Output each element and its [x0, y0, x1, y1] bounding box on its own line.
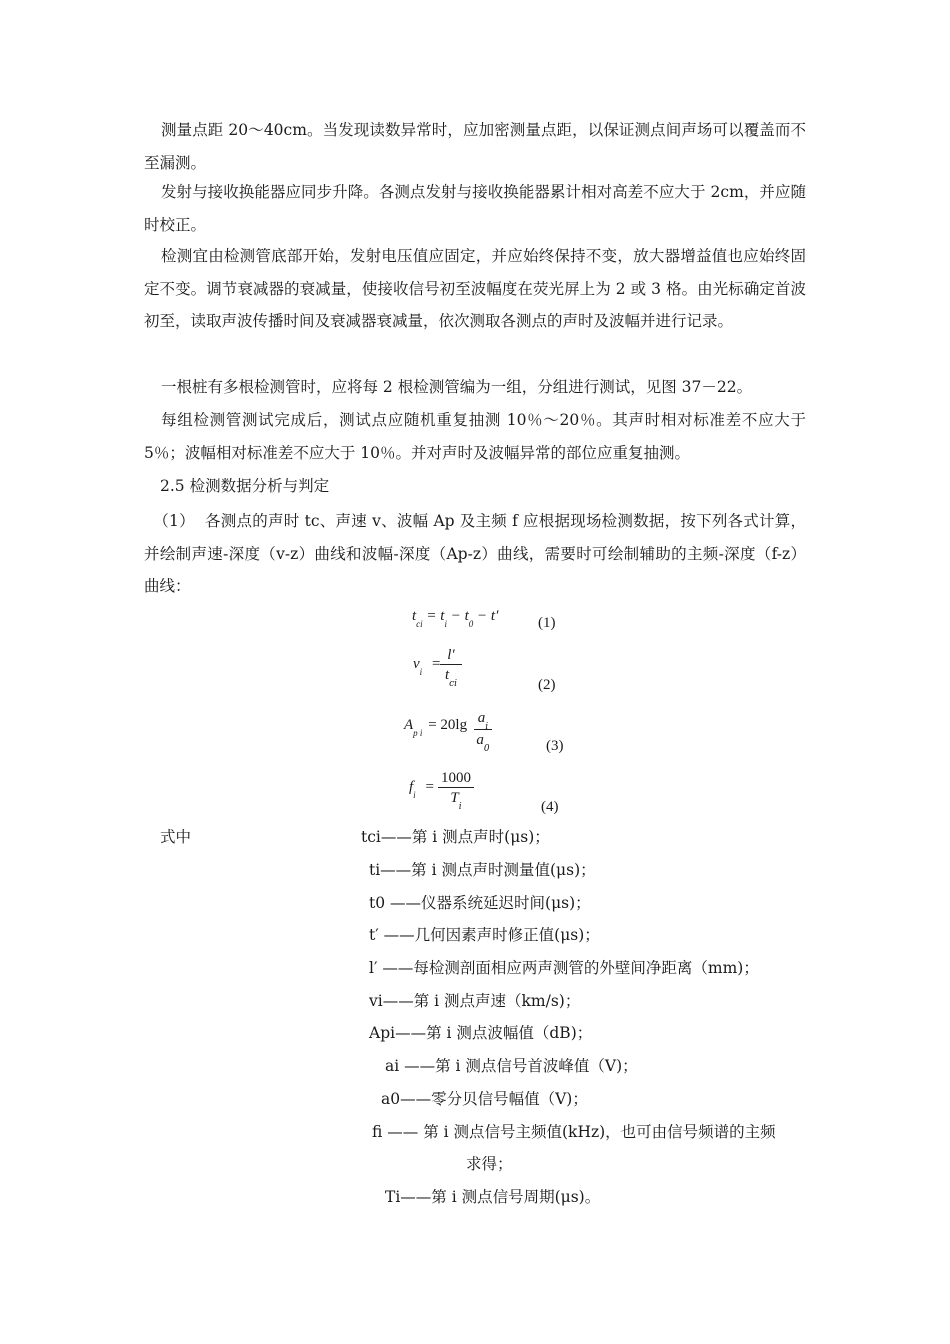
equation-1 [412, 608, 499, 629]
item-1-text: 各测点的声时 tc、声速 v、波幅 Ap 及主频 f 应根据现场检测数据，按下列各式计算，并绘制声速-深度（v-z）曲线和波幅-深度（Ap-z）曲线，需要时可绘制辅助的主频-深度（f-z）曲线： [144, 512, 806, 595]
equation-2-number: (2) [538, 677, 556, 693]
paragraph-repeat-measurement: 每组检测管测试完成后，测试点应随机重复抽测 10％～20％。其声时相对标准差不应大于 5％；波幅相对标准差不应大于 10％。并对声时及波幅异常的部位应重复抽测。 [144, 411, 806, 462]
eq3-denominator-sub: 0 [483, 744, 490, 754]
eq1-minus: − t [446, 608, 469, 624]
definition-api: Api——第 i 测点波幅值（dB)； [369, 1024, 593, 1042]
where-label: 式中 [160, 828, 192, 846]
definition-l-prime: l′ ——每检测剖面相应两声测管的外壁间净距离（mm)； [369, 959, 759, 977]
definition-t-prime: t′ ——几何因素声时修正值(μs)； [369, 926, 600, 944]
eq2-denominator: t [444, 667, 450, 683]
eq1-rhs-sub1: i [444, 619, 447, 629]
eq1-lhs-sub: ci [416, 619, 423, 629]
paragraph-transducer-sync: 发射与接收换能器应同步升降。各测点发射与接收换能器累计相对高差不应大于 2cm，并应随时校正。 [144, 183, 806, 234]
equation-4 [409, 779, 434, 800]
eq2-lhs-sub: i [419, 667, 423, 677]
paragraph-detection-procedure: 检测宜由检测管底部开始，发射电压值应固定，并应始终保持不变，放大器增益值也应始终固定不变。调节衰减器的衰减量，使接收信号初至波幅度在荧光屏上为 2 或 3 格。由光标确定首波初至，读取声波传播时间及衰减器衰减量，依次测取各测点的声时及波幅并进行记录。 [144, 247, 806, 330]
equation-3-fraction [474, 708, 492, 754]
item-1-marker: （1） [153, 512, 195, 530]
equation-2 [413, 656, 441, 677]
eq2-equals: = [431, 656, 441, 672]
eq3-lhs: A [404, 717, 414, 733]
paragraph-measure-spacing: 测量点距 20～40cm。当发现读数异常时，应加密测量点距，以保证测点间声场可以覆盖而不至漏测。 [144, 121, 806, 172]
equation-3 [404, 717, 468, 738]
eq4-lhs-sub: i [413, 790, 416, 800]
paragraph-multiple-tubes: 一根桩有多根检测管时，应将每 2 根检测管编为一组，分组进行测试，见图 37－22。 [161, 378, 753, 396]
eq2-numerator: l′ [447, 647, 455, 663]
eq1-rhs-sub2: 0 [468, 619, 474, 629]
eq1-lhs: t [412, 608, 417, 624]
item-1-paragraph [144, 505, 806, 603]
eq1-tail: − t′ [473, 608, 499, 624]
eq2-lhs: v [413, 656, 420, 672]
eq3-numerator: a [477, 710, 486, 726]
eq1-rhs: = t [426, 608, 445, 624]
equation-2-fraction [440, 646, 462, 689]
eq4-denominator-sub: i [458, 802, 462, 812]
definition-ti-period: Ti——第 i 测点信号周期(μs)。 [385, 1188, 601, 1206]
definition-a0: a0——零分贝信号幅值（V)； [381, 1090, 588, 1108]
definition-tci: tci——第 i 测点声时(μs)； [361, 828, 550, 846]
definition-fi: fi —— 第 i 测点信号主频值(kHz)，也可由信号频谱的主频 [372, 1123, 776, 1141]
eq3-denominator: a [476, 732, 484, 748]
equation-1-number: (1) [538, 615, 556, 631]
eq4-denominator: T [450, 790, 459, 806]
eq4-numerator: 1000 [441, 770, 471, 786]
eq3-lhs-sub: p i [413, 728, 423, 738]
definition-ai: ai ——第 i 测点信号首波峰值（V)； [385, 1057, 638, 1075]
equation-3-number: (3) [546, 738, 564, 754]
eq3-equals: = 20lg [428, 717, 468, 733]
eq4-equals: = [425, 779, 434, 795]
equation-4-fraction [438, 769, 474, 812]
definition-t0: t0 ——仪器系统延迟时间(μs)； [369, 894, 591, 912]
definition-fi-continued: 求得； [466, 1155, 513, 1173]
eq3-numerator-sub: i [485, 722, 489, 732]
section-heading: 2.5 检测数据分析与判定 [160, 477, 330, 495]
equation-4-number: (4) [541, 799, 559, 815]
eq2-denominator-sub: ci [449, 679, 458, 689]
eq4-lhs: f [409, 779, 414, 795]
definition-ti: ti——第 i 测点声时测量值(μs)； [369, 861, 596, 879]
definition-vi: vi——第 i 测点声速（km/s)； [369, 992, 581, 1010]
